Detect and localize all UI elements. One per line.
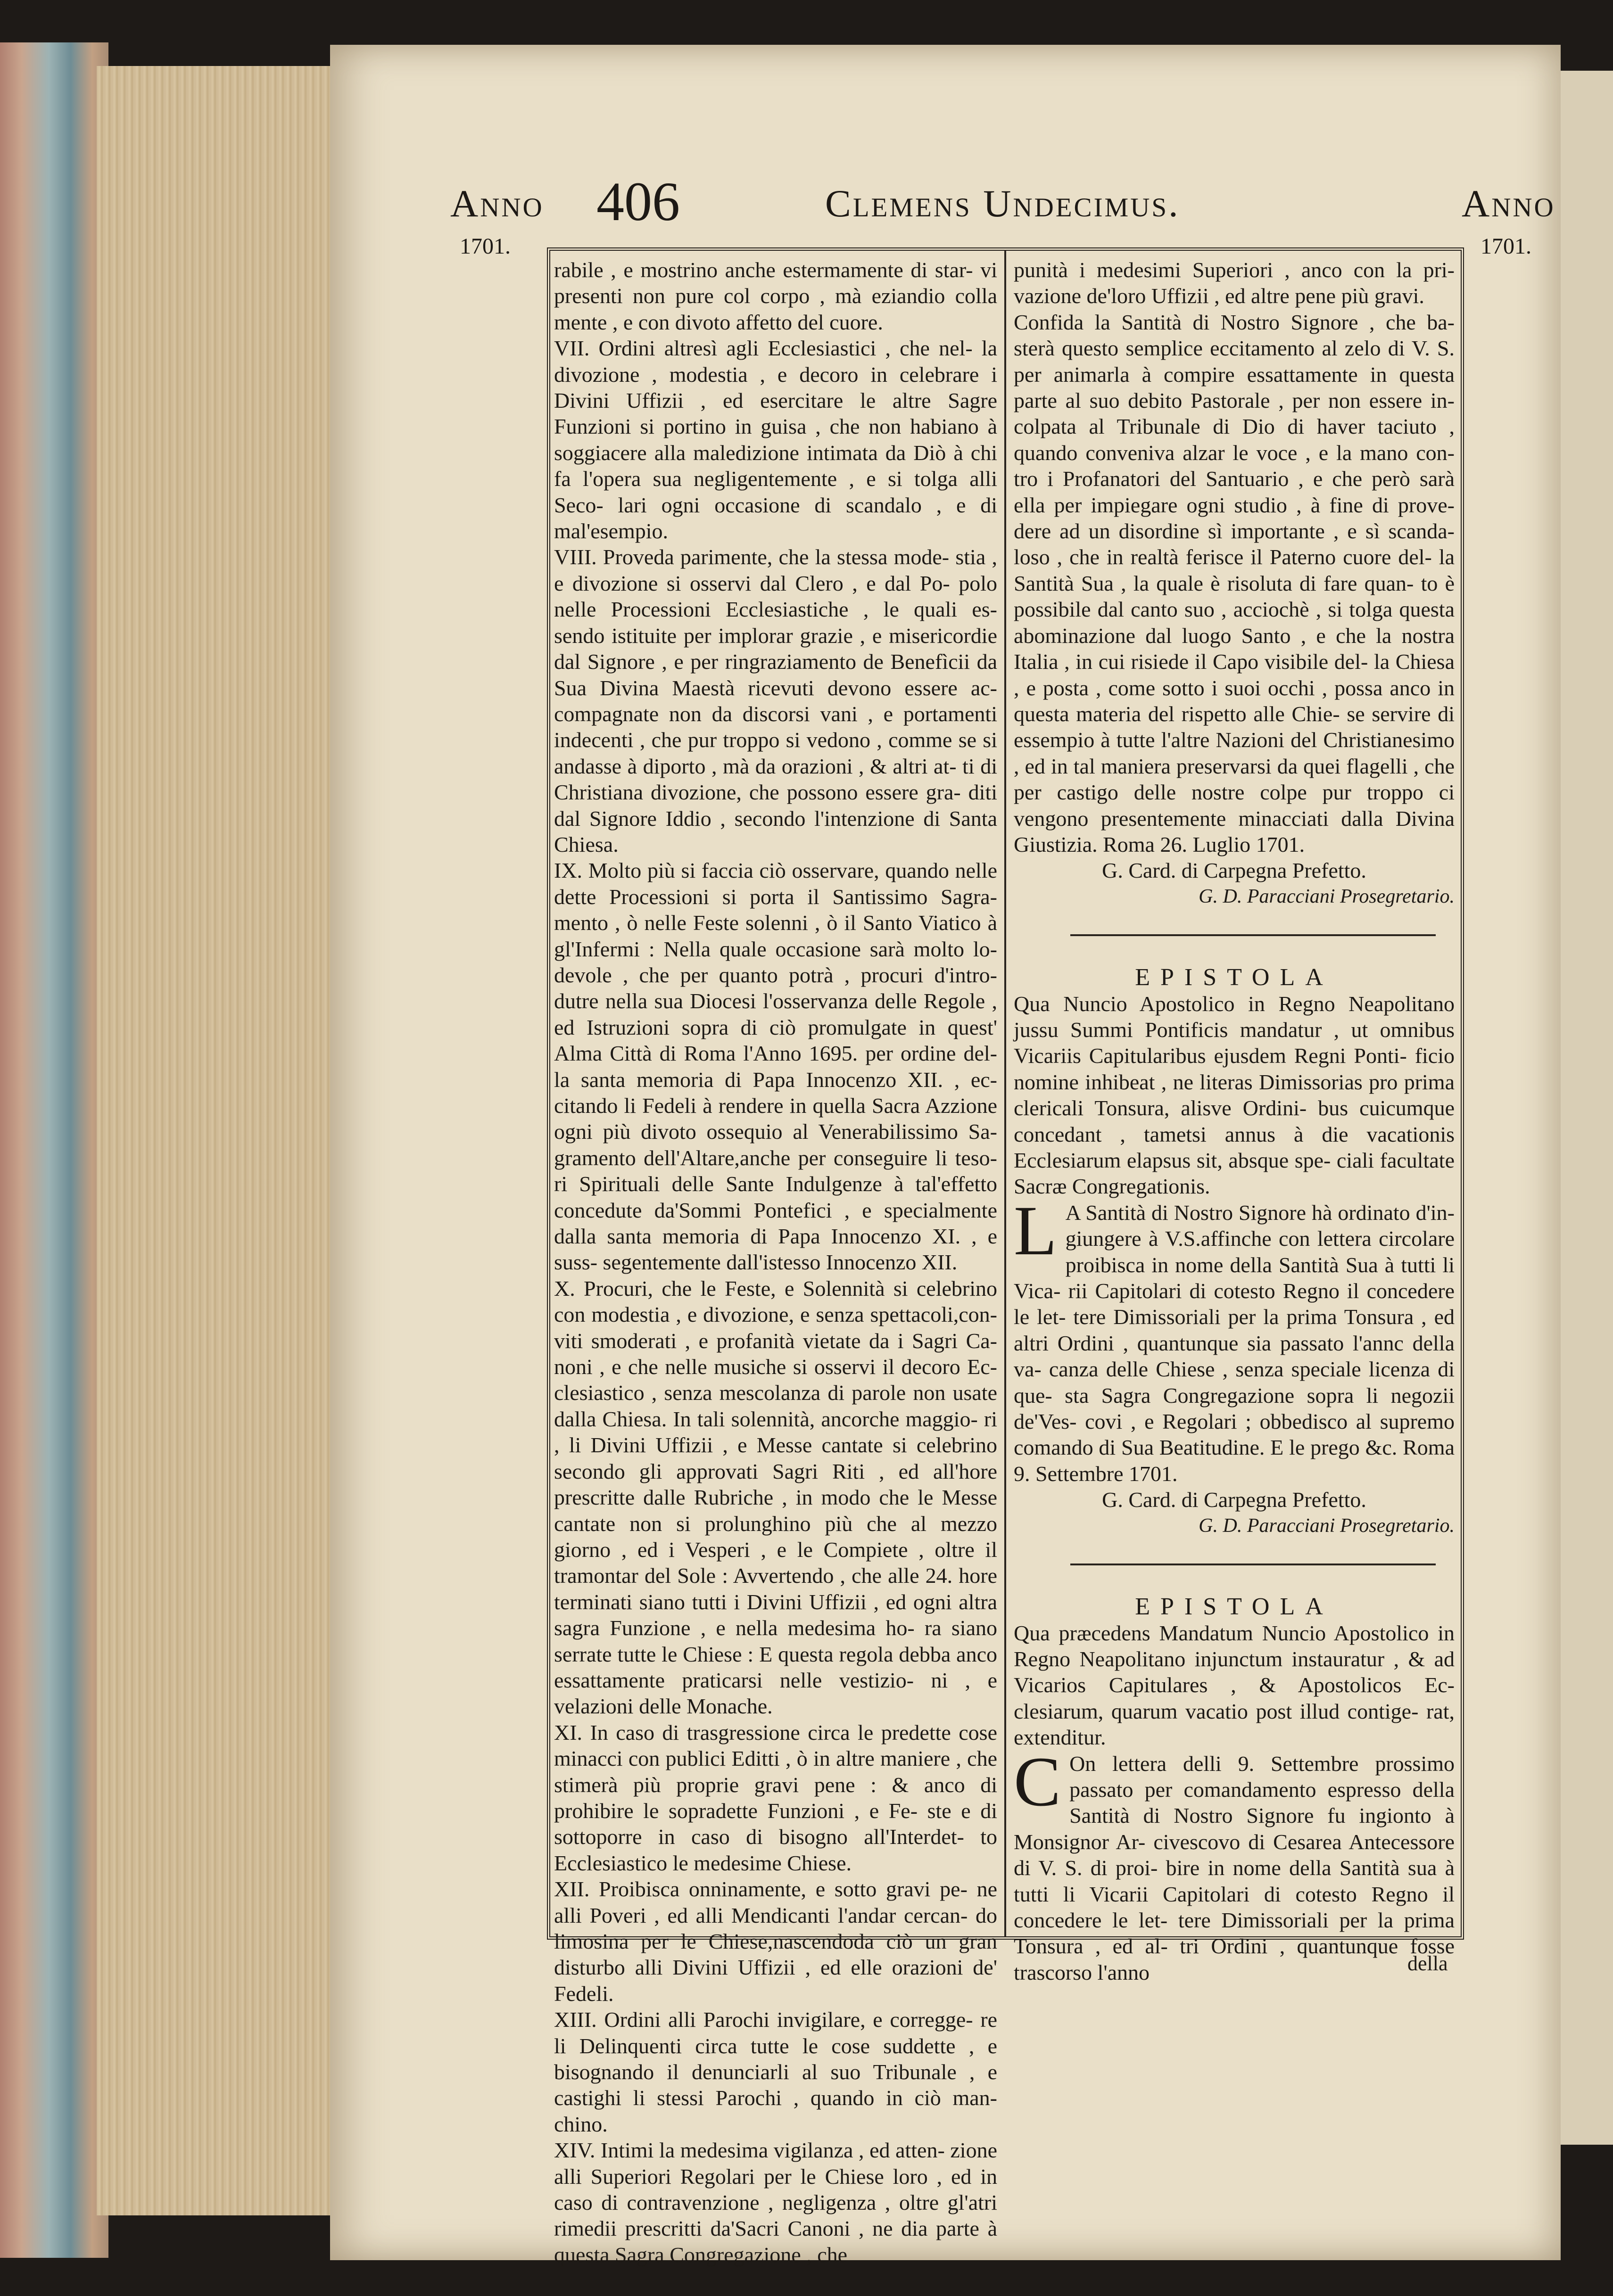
column-divider	[1004, 250, 1006, 1937]
left-column	[554, 257, 997, 2268]
right-column	[1014, 257, 1455, 1985]
section-rule	[1070, 1564, 1436, 1565]
paragraph: VIII. Proveda parimente, che la stessa mode- stia , e divozione si osservi dal Clero , e dal Po- polo nelle Processioni Ecclesiastiche , le quali es- sendo istituite per implorar grazie , e misericordie dal Signore , e per ringraziamento de Benefìcii da Sua Divina Maestà ricevuti devono essere ac- compagnate non da discorsi vani , e portamenti indecenti , che pur troppo si vedono , comme se si andasse à diporto , mà da orazioni , & altri at- ti di Christiana divozione, che possono essere gra- diti dal Signore Iddio , secondo l'intenzione di Santa Chiesa.	[554, 545, 997, 856]
signature-prosecretary: G. D. Paracciani Prosegretario.	[1199, 1514, 1455, 1537]
signature-prosecretary: G. D. Paracciani Prosegretario.	[1199, 885, 1455, 907]
paragraph: XII. Proibisca onninamente, e sotto gravi pe- ne alli Poveri , ed alli Mendicanti l'andar cercan- do limosina per le Chiese,nascendoda ciò un gran disturbo alli Divini Uffizii , ed elle orazioni de' Fedeli.	[554, 1877, 997, 2006]
paragraph: IX. Molto più si faccia ciò osservare, quando nelle dette Processioni si porta il Santissimo Sagra- mento , ò nelle Feste solenni , ò il Santo Viatico à gl'Infermi : Nella quale occasione sarà molto lo- devole , che per quanto potrà , procuri d'intro- dutre nella sua Diocesi l'osservanza delle Regole , ed Istruzioni sopra di ciò promulgate in quest' Alma Città di Roma l'Anno 1695. per ordine del- la santa memoria di Papa Innocenzo XII. , ec- citando li Fedeli à rendere in quella Sacra Azzione ogni più divoto ossequio al Venerabilissimo Sa- gramento dell'Altare,anche per conseguire li teso- ri Spirituali delle Sante Indulgenze à tal'effetto concedute da'Sommi Pontefici , e specialmente dalla santa memoria di Papa Innocenzo XI. , e suss- segentemente dall'istesso Innocenzo XII.	[554, 858, 997, 1275]
paragraph: punità i medesimi Superiori , anco con la pri- vazione de'loro Uffizii , ed altre pene più gravi.	[1014, 258, 1455, 308]
margin-year-left: 1701.	[460, 234, 511, 259]
paragraph: X. Procuri, che le Feste, e Solennità si celebrino con modestia , e divozione, e senza spettacoli,con- viti smoderati , e profanità vietate da i Sagri Ca- noni , e che nelle musiche si osservi il decoro Ec- clesiastico , senza mescolanza di parole non usate dalla Chiesa. In tali solennità, ancorche maggio- ri , li Divini Uffizii , e Messe cantate si celebrino secondo gli approvati Sagri Riti , ed all'hore prescritte dalle Rubriche , in modo che le Messe cantate non si prolunghino più che al mezzo giorno , ed i Vesperi , e le Compiete , oltre il tramontar del Sole : Avvertendo , che alle 24. hore terminati siano tutti i Divini Uffizii , ed ogni altra sagra Funzione , e nella medesima ho- ra siano serrate tutte le Chiese : E questa regola debba anco essattamente praticarsi nelle vestizio- ni , e velazioni delle Monache.	[554, 1276, 997, 1719]
facing-page-edge	[1556, 71, 1613, 2145]
paragraph: XIV. Intimi la medesima vigilanza , ed atten- zione alli Superiori Regolari per le Chiese loro , ed in caso di contravenzione , negligenza , oltre gl'atri rimedii prescritti da'Sacri Canoni , ne dia parte à questa Sagra Congregazione , che	[554, 2138, 997, 2267]
paragraph: VII. Ordini altresì agli Ecclesiastici , che nel- la divozione , modestia , e decoro in celebrare i Divini Uffizii , ed esercitare le altre Sagre Funzioni si portino in guisa , che non habiano à soggiacere alla maledizione intimata da Diò à chi fa l'opera sua negligentemente , e si tolga alli Seco- lari ogni occasione di scandalo , e di mal'esempio.	[554, 336, 997, 543]
book-cover-marbled	[0, 42, 108, 2258]
epistola-body-text: A Santità di Nostro Signore hà ordinato d'in- giungere à V.S.affinche con lettera circolare proibisca in nome della Santità Sua à tutti li Vica- rii Capitolari di cotesto Regno il concedere le let- tere Dimissoriali per la prima Tonsura , ed altri Ordini , quantunque sia passato l'annc della va- canza delle Chiese , senza speciale licenza di que- sta Sagra Congregazione sopra li negozii de'Ves- covi , e Regolari ; obbedisco al supremo comando di Sua Beatitudine. E le prego &c. Roma 9. Settembre 1701.	[1014, 1200, 1455, 1486]
epistola-title: EPISTOLA	[1135, 964, 1333, 991]
running-title: Clemens Undecimus.	[825, 182, 1180, 225]
epistola-summary: Qua præcedens Mandatum Nuncio Apostolico in Regno Neapolitano injunctum instauratur , & ad Vicarios Capitulares , & Apostolicos Ec- clesiarum, quarum vacatio post illud contige- rat, extenditur.	[1014, 1621, 1455, 1750]
header-anno-left: Anno	[450, 182, 544, 225]
drop-cap: C	[1014, 1742, 1061, 1821]
epistola-title: EPISTOLA	[1135, 1593, 1333, 1621]
signature-prefect: G. Card. di Carpegna Prefetto.	[1102, 1488, 1366, 1512]
drop-cap: L	[1014, 1191, 1057, 1270]
paragraph: rabile , e mostrino anche estermamente di star- vi presenti non pure col corpo , mà eziandio colla mente , e con divoto affetto del cuore.	[554, 258, 997, 334]
epistola-body-text: On lettera delli 9. Settembre prossimo passato per comandamento espresso della Santità di Nostro Signore fu ingionto à Monsignor Ar- civescovo di Cesarea Antecessore di V. S. di proi- bire in nome della Santità sua à tutti li Vicarii Capitolari di cotesto Regno il concedere le let- tere Dimissoriali per la prima Tonsura , ed al- tri Ordini , quantunque fosse trascorso l'anno	[1014, 1751, 1455, 1984]
paragraph: XIII. Ordini alli Parochi invigilare, e corregge- re li Delinquenti circa tutte le cose suddette , e bisognando il denunciarli al suo Tribunale , e castighi li stessi Parochi , quando in ciò man- chino.	[554, 2008, 997, 2136]
margin-year-right: 1701.	[1481, 234, 1531, 259]
header-anno-right: Anno	[1462, 182, 1555, 225]
epistola-summary: Qua Nuncio Apostolico in Regno Neapolitano jussu Summi Pontificis mandatur , ut omnibus Vicariis Capitularibus ejusdem Regni Ponti- ficio nomine inhibeat , ne literas Dimissorias pro prima clericali Tonsura, alisve Ordini- bus cuicumque concedant , tametsi annus à die vacationis Ecclesiarum elapsus sit, absque spe- ciali facultate Sacræ Congregationis.	[1014, 991, 1455, 1199]
paragraph: XI. In caso di trasgressione circa le predette cose minacci con publici Editti , ò in altre maniere , che stimerà più proprie gravi pene : & anco di prohibire le sopradette Funzioni , e Fe- ste e di sottoporre in caso di bisogno all'Interdet- to Ecclesiastico le medesime Chiese.	[554, 1720, 997, 1875]
page-edges	[97, 66, 347, 2215]
catchword: della	[1407, 1952, 1448, 1975]
epistola-body	[1014, 1191, 1455, 1487]
signature-prefect: G. Card. di Carpegna Prefetto.	[1102, 858, 1366, 883]
section-rule	[1070, 934, 1436, 936]
page-number: 406	[596, 171, 680, 232]
epistola-body	[1014, 1742, 1455, 1986]
paragraph: Confida la Santità di Nostro Signore , che ba- sterà questo semplice eccitamento al zelo di V. S. per animarla à compire essattamente in questa parte al suo debito Pastorale , per non essere in- colpata al Tribunale di Dio di haver taciuto , quando conveniva alzar le voce , e la mano con- tro i Profanatori del Santuario , e che però sarà ella per impiegare ogni studio , à fine di prove- dere ad un disordine sì importante , e sì scanda- loso , che in realtà ferisce il Paterno cuore del- la Santità Sua , la quale è risoluta di fare quan- to è possibile dal canto suo , acciochè , si tolga questa abominazione dal luogo Santo , e che la nostra Italia , in cui risiede il Capo visibile del- la Chiesa , e posta , come sotto i suoi occhi , possa anco in questa materia del rispetto alle Chie- se servire di essempio à tutte l'altre Nazioni del Christianesimo , ed in tal maniera preservarsi da quei flagelli , che per castigo delle nostre colpe pur troppo ci vengono presentemente minacciati dalla Divina Giustizia. Roma 26. Luglio 1701.	[1014, 310, 1455, 856]
